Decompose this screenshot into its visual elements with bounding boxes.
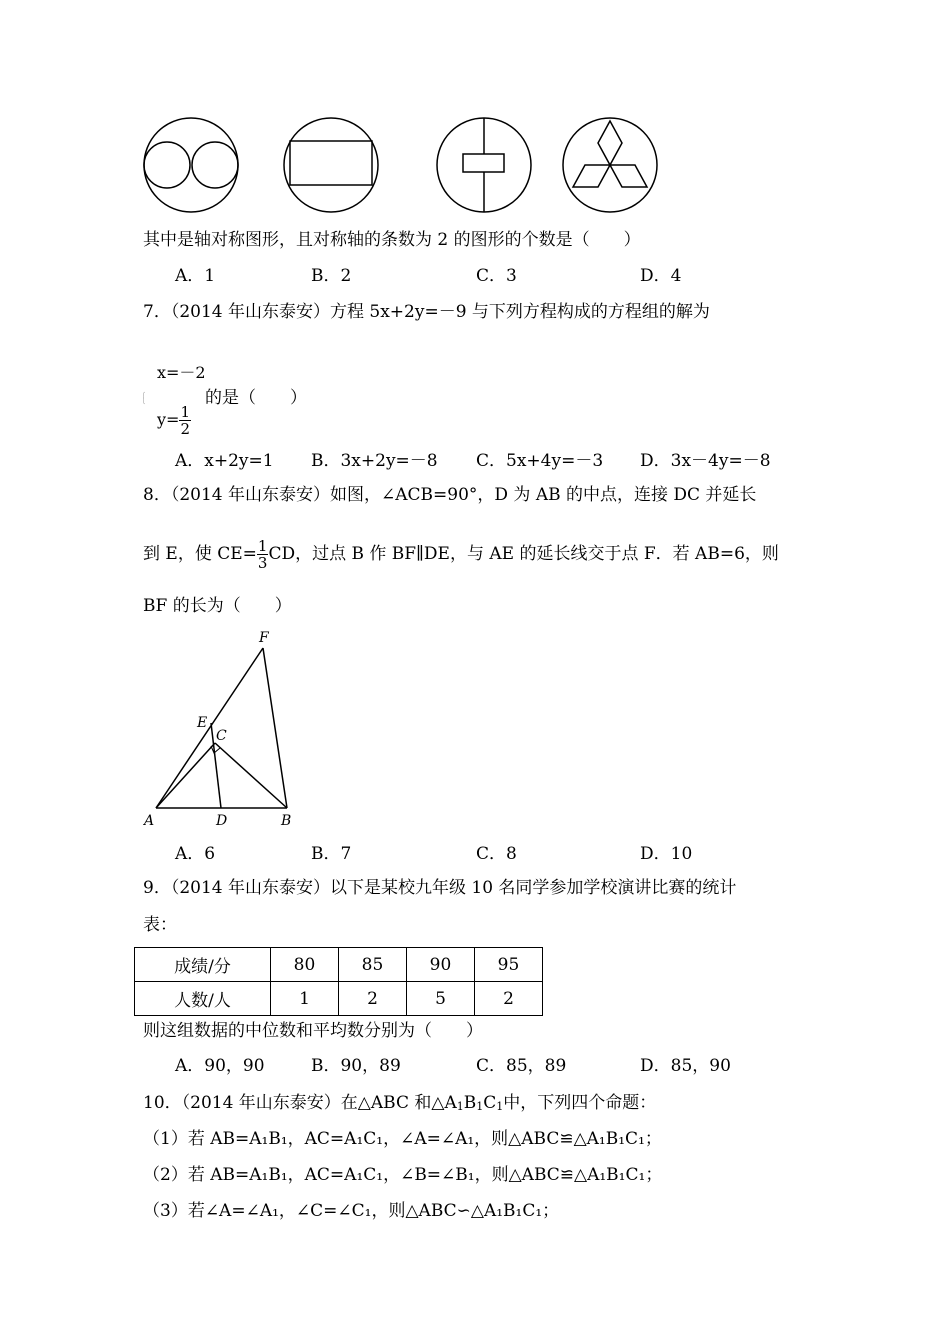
q9-option-a: A．90，90	[175, 1056, 265, 1076]
q6-option-d: D．4	[640, 266, 682, 286]
q6-figure-2	[282, 116, 382, 216]
q10-sub-c: 1	[496, 1100, 504, 1113]
system-brace	[143, 358, 157, 438]
system-y-fraction	[179, 404, 191, 437]
q10-stem-c: C	[483, 1093, 497, 1113]
table-cell: 95	[475, 948, 543, 982]
q8-option-d: D．10	[640, 844, 693, 864]
table-cell: 成绩/分	[135, 948, 271, 982]
q8-stem2-b: CD，过点 B 作 BF∥DE，与 AE 的延长线交于点 F．若 AB=6，则	[268, 544, 779, 564]
table-cell: 80	[271, 948, 339, 982]
q9-stem-line3: 则这组数据的中位数和平均数分别为（ ）	[143, 1021, 483, 1041]
q7-tail: 的是（ ）	[205, 388, 307, 408]
table-cell: 2	[339, 982, 407, 1016]
label-a: A	[144, 813, 155, 829]
q9-option-c: C．85，89	[476, 1056, 567, 1076]
label-d: D	[216, 813, 228, 829]
q9-stem-line2: 表：	[143, 915, 177, 935]
q8-option-a: A．6	[175, 844, 216, 864]
system-y-denominator: 2	[180, 420, 190, 438]
q10-proposition-1: （1）若 AB=A₁B₁，AC=A₁C₁，∠A=∠A₁，则△ABC≌△A₁B₁C₁；	[143, 1129, 662, 1149]
q10-proposition-2: （2）若 AB=A₁B₁，AC=A₁C₁，∠B=∠B₁，则△ABC≌△A₁B₁C₁；	[143, 1165, 663, 1185]
score-table	[134, 947, 543, 1016]
q10-stem	[143, 1091, 656, 1119]
label-e: E	[197, 715, 208, 731]
q10-sub-a: 1	[456, 1100, 464, 1113]
q10-stem-b: B	[463, 1093, 477, 1113]
q6-figure-1	[142, 116, 242, 216]
q7-stem: 7．（2014 年山东泰安）方程 5x+2y=－9 与下列方程构成的方程组的解为	[143, 302, 710, 322]
q10-sub-b: 1	[476, 1100, 484, 1113]
q8-stem-line1: 8．（2014 年山东泰安）如图，∠ACB=90°，D 为 AB 的中点，连接 DC 并延长	[143, 485, 757, 505]
system-y-prefix: y=	[157, 410, 180, 429]
q6-figure-3	[435, 116, 535, 216]
system-y-numerator: 1	[180, 403, 190, 421]
table-cell: 90	[407, 948, 475, 982]
system-x-equation: x=－2	[157, 363, 206, 382]
table-cell: 人数/人	[135, 982, 271, 1016]
system-y-equation	[157, 404, 191, 437]
table-row	[135, 948, 543, 982]
label-c: C	[216, 728, 227, 744]
q6-option-c: C．3	[476, 266, 517, 286]
q8-fraction	[257, 538, 269, 571]
q10-stem-d: 中，下列四个命题：	[503, 1093, 657, 1113]
q9-option-b: B．90，89	[311, 1056, 401, 1076]
q8-fraction-denominator: 3	[257, 554, 268, 572]
q10-proposition-3: （3）若∠A=∠A₁，∠C=∠C₁，则△ABC∽△A₁B₁C₁；	[143, 1201, 560, 1221]
q9-stem-line1: 9．（2014 年山东泰安）以下是某校九年级 10 名同学参加学校演讲比赛的统计	[143, 878, 737, 898]
table-cell: 5	[407, 982, 475, 1016]
q8-stem-line3: BF 的长为（ ）	[143, 596, 292, 616]
q6-option-a: A．1	[175, 266, 216, 286]
q6-figure-4	[561, 116, 661, 216]
table-cell: 85	[339, 948, 407, 982]
label-f: F	[259, 630, 269, 646]
q7-option-c: C．5x+4y=－3	[476, 451, 604, 471]
q6-option-b: B．2	[311, 266, 352, 286]
q6-stem: 其中是轴对称图形，且对称轴的条数为 2 的图形的个数是（ ）	[143, 230, 641, 250]
q8-option-c: C．8	[476, 844, 517, 864]
q7-option-a: A．x+2y=1	[175, 451, 274, 471]
label-b: B	[281, 813, 292, 829]
q8-option-b: B．7	[311, 844, 352, 864]
q8-geometry-figure	[140, 625, 310, 835]
q8-stem-line2	[143, 538, 779, 571]
table-cell: 2	[475, 982, 543, 1016]
q10-stem-a: 10．（2014 年山东泰安）在△ABC 和△A	[143, 1093, 457, 1113]
q8-fraction-numerator: 1	[257, 537, 268, 555]
table-cell: 1	[271, 982, 339, 1016]
q8-stem2-a: 到 E，使 CE=	[143, 544, 257, 564]
q7-option-d: D．3x－4y=－8	[640, 451, 771, 471]
q9-option-d: D．85，90	[640, 1056, 731, 1076]
table-row	[135, 982, 543, 1016]
q7-option-b: B．3x+2y=－8	[311, 451, 438, 471]
